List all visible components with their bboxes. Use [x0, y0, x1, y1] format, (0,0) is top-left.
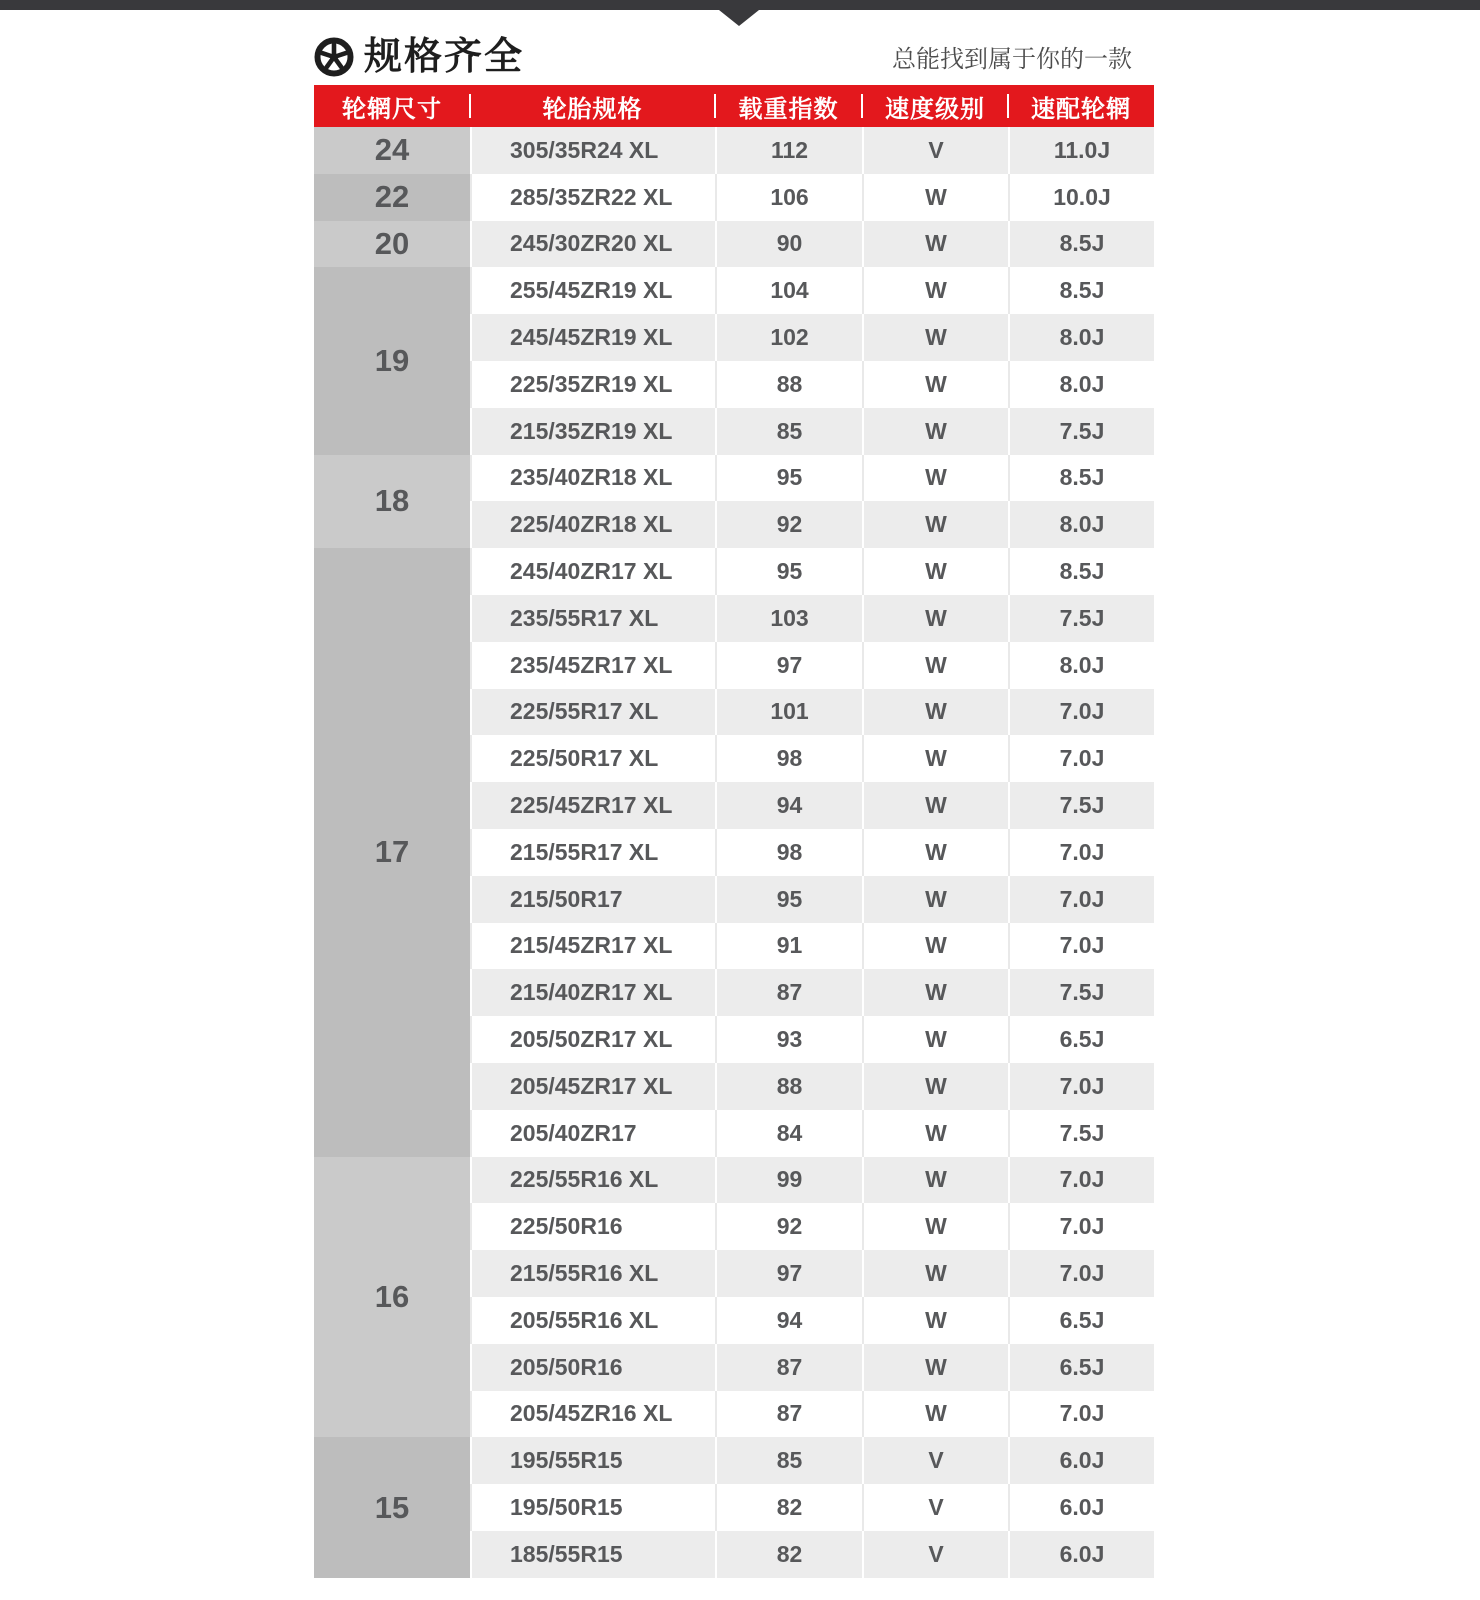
- tire-spec-table: [314, 85, 1154, 1578]
- rim-width-cell: 8.0J: [1008, 361, 1154, 408]
- tire-spec-cell: 225/40ZR18 XL: [470, 501, 715, 548]
- header-tire-spec: 轮胎规格: [470, 85, 715, 127]
- tire-spec-cell: 305/35R24 XL: [470, 127, 715, 174]
- tire-spec-cell: 205/50ZR17 XL: [470, 1016, 715, 1063]
- load-index-cell: 101: [715, 689, 862, 736]
- speed-rating-cell: V: [862, 1531, 1008, 1578]
- load-index-cell: 88: [715, 361, 862, 408]
- rim-width-cell: 8.5J: [1008, 267, 1154, 314]
- rim-width-cell: 7.0J: [1008, 829, 1154, 876]
- rim-width-cell: 6.0J: [1008, 1484, 1154, 1531]
- load-index-cell: 102: [715, 314, 862, 361]
- load-index-cell: 84: [715, 1110, 862, 1157]
- header-matched-rim: 速配轮辋: [1008, 85, 1154, 127]
- tire-spec-cell: 205/40ZR17: [470, 1110, 715, 1157]
- load-index-cell: 95: [715, 876, 862, 923]
- tire-spec-cell: 205/55R16 XL: [470, 1297, 715, 1344]
- rim-width-cell: 8.5J: [1008, 221, 1154, 268]
- rim-width-cell: 7.0J: [1008, 1250, 1154, 1297]
- tire-spec-cell: 195/55R15: [470, 1437, 715, 1484]
- load-index-cell: 82: [715, 1531, 862, 1578]
- load-index-cell: 95: [715, 548, 862, 595]
- rim-width-cell: 7.0J: [1008, 735, 1154, 782]
- header-rim-size: 轮辋尺寸: [314, 85, 470, 127]
- rim-width-cell: 6.0J: [1008, 1531, 1154, 1578]
- speed-rating-cell: W: [862, 876, 1008, 923]
- tire-spec-cell: 205/50R16: [470, 1344, 715, 1391]
- rim-width-cell: 6.0J: [1008, 1437, 1154, 1484]
- load-index-cell: 98: [715, 735, 862, 782]
- tire-spec-cell: 255/45ZR19 XL: [470, 267, 715, 314]
- rim-width-cell: 10.0J: [1008, 174, 1154, 221]
- rim-width-cell: 7.0J: [1008, 1203, 1154, 1250]
- tire-spec-cell: 225/55R16 XL: [470, 1157, 715, 1204]
- load-index-cell: 85: [715, 1437, 862, 1484]
- tire-spec-cell: 205/45ZR16 XL: [470, 1391, 715, 1438]
- load-index-cell: 91: [715, 923, 862, 970]
- tire-spec-cell: 215/35ZR19 XL: [470, 408, 715, 455]
- rim-width-cell: 8.5J: [1008, 455, 1154, 502]
- rim-width-cell: 11.0J: [1008, 127, 1154, 174]
- speed-rating-cell: W: [862, 735, 1008, 782]
- rim-width-cell: 8.0J: [1008, 314, 1154, 361]
- section-title-group: [314, 37, 524, 77]
- speed-rating-cell: W: [862, 455, 1008, 502]
- speed-rating-cell: W: [862, 548, 1008, 595]
- speed-rating-cell: W: [862, 1344, 1008, 1391]
- table-header-row: [314, 85, 1154, 127]
- speed-rating-cell: V: [862, 127, 1008, 174]
- speed-rating-cell: W: [862, 829, 1008, 876]
- speed-rating-cell: W: [862, 1110, 1008, 1157]
- tire-spec-cell: 235/45ZR17 XL: [470, 642, 715, 689]
- load-index-cell: 92: [715, 1203, 862, 1250]
- table-row: [314, 455, 1154, 502]
- tire-spec-cell: 225/50R16: [470, 1203, 715, 1250]
- rim-width-cell: 7.0J: [1008, 689, 1154, 736]
- tire-spec-cell: 245/30ZR20 XL: [470, 221, 715, 268]
- load-index-cell: 95: [715, 455, 862, 502]
- speed-rating-cell: W: [862, 501, 1008, 548]
- tire-spec-cell: 245/40ZR17 XL: [470, 548, 715, 595]
- rim-width-cell: 8.5J: [1008, 548, 1154, 595]
- speed-rating-cell: V: [862, 1437, 1008, 1484]
- load-index-cell: 103: [715, 595, 862, 642]
- tire-spec-cell: 235/40ZR18 XL: [470, 455, 715, 502]
- load-index-cell: 87: [715, 1391, 862, 1438]
- speed-rating-cell: W: [862, 1016, 1008, 1063]
- load-index-cell: 106: [715, 174, 862, 221]
- speed-rating-cell: V: [862, 1484, 1008, 1531]
- speed-rating-cell: W: [862, 1250, 1008, 1297]
- load-index-cell: 99: [715, 1157, 862, 1204]
- rim-width-cell: 8.0J: [1008, 642, 1154, 689]
- speed-rating-cell: W: [862, 314, 1008, 361]
- load-index-cell: 94: [715, 1297, 862, 1344]
- rim-width-cell: 7.0J: [1008, 1063, 1154, 1110]
- banner-arrow-notch: [719, 10, 759, 26]
- rim-size-cell: 18: [314, 455, 470, 549]
- speed-rating-cell: W: [862, 1297, 1008, 1344]
- rim-size-cell: 17: [314, 548, 470, 1156]
- table-row: [314, 127, 1154, 174]
- table-row: [314, 548, 1154, 595]
- speed-rating-cell: W: [862, 408, 1008, 455]
- speed-rating-cell: W: [862, 1203, 1008, 1250]
- speed-rating-cell: W: [862, 595, 1008, 642]
- table-row: [314, 221, 1154, 268]
- load-index-cell: 104: [715, 267, 862, 314]
- load-index-cell: 97: [715, 642, 862, 689]
- load-index-cell: 98: [715, 829, 862, 876]
- tire-spec-cell: 205/45ZR17 XL: [470, 1063, 715, 1110]
- speed-rating-cell: W: [862, 361, 1008, 408]
- spec-section: [314, 28, 1154, 1578]
- rim-size-cell: 16: [314, 1157, 470, 1438]
- speed-rating-cell: W: [862, 642, 1008, 689]
- tire-spec-cell: 215/40ZR17 XL: [470, 969, 715, 1016]
- table-row: [314, 174, 1154, 221]
- rim-width-cell: 6.5J: [1008, 1016, 1154, 1063]
- header-load-index: 载重指数: [715, 85, 862, 127]
- tire-spec-cell: 225/55R17 XL: [470, 689, 715, 736]
- rim-size-cell: 22: [314, 174, 470, 221]
- rim-width-cell: 6.5J: [1008, 1297, 1154, 1344]
- load-index-cell: 88: [715, 1063, 862, 1110]
- speed-rating-cell: W: [862, 221, 1008, 268]
- tire-spec-cell: 285/35ZR22 XL: [470, 174, 715, 221]
- rim-width-cell: 7.0J: [1008, 1157, 1154, 1204]
- rim-size-cell: 15: [314, 1437, 470, 1577]
- tire-spec-cell: 225/35ZR19 XL: [470, 361, 715, 408]
- top-banner-bar: [0, 0, 1480, 10]
- load-index-cell: 87: [715, 969, 862, 1016]
- tire-spec-cell: 215/55R16 XL: [470, 1250, 715, 1297]
- speed-rating-cell: W: [862, 174, 1008, 221]
- load-index-cell: 90: [715, 221, 862, 268]
- tire-spec-cell: 215/55R17 XL: [470, 829, 715, 876]
- speed-rating-cell: W: [862, 689, 1008, 736]
- section-title: 规格齐全: [364, 36, 525, 78]
- table-row: [314, 1437, 1154, 1484]
- rim-width-cell: 7.5J: [1008, 408, 1154, 455]
- rim-width-cell: 6.5J: [1008, 1344, 1154, 1391]
- speed-rating-cell: W: [862, 267, 1008, 314]
- table-row: [314, 267, 1154, 314]
- rim-width-cell: 7.0J: [1008, 1391, 1154, 1438]
- rim-width-cell: 8.0J: [1008, 501, 1154, 548]
- load-index-cell: 93: [715, 1016, 862, 1063]
- rim-width-cell: 7.5J: [1008, 782, 1154, 829]
- speed-rating-cell: W: [862, 923, 1008, 970]
- rim-width-cell: 7.5J: [1008, 1110, 1154, 1157]
- load-index-cell: 85: [715, 408, 862, 455]
- load-index-cell: 112: [715, 127, 862, 174]
- load-index-cell: 82: [715, 1484, 862, 1531]
- load-index-cell: 94: [715, 782, 862, 829]
- rim-width-cell: 7.5J: [1008, 595, 1154, 642]
- tire-spec-cell: 225/50R17 XL: [470, 735, 715, 782]
- rim-width-cell: 7.0J: [1008, 876, 1154, 923]
- speed-rating-cell: W: [862, 1157, 1008, 1204]
- load-index-cell: 87: [715, 1344, 862, 1391]
- load-index-cell: 97: [715, 1250, 862, 1297]
- wheel-icon: [314, 37, 354, 77]
- rim-size-cell: 24: [314, 127, 470, 174]
- tire-spec-cell: 245/45ZR19 XL: [470, 314, 715, 361]
- speed-rating-cell: W: [862, 1391, 1008, 1438]
- speed-rating-cell: W: [862, 782, 1008, 829]
- section-title-row: [314, 28, 1154, 77]
- tire-spec-cell: 215/45ZR17 XL: [470, 923, 715, 970]
- tire-spec-cell: 225/45ZR17 XL: [470, 782, 715, 829]
- tire-spec-cell: 215/50R17: [470, 876, 715, 923]
- section-subtitle: 总能找到属于你的一款: [892, 46, 1132, 73]
- rim-width-cell: 7.0J: [1008, 923, 1154, 970]
- speed-rating-cell: W: [862, 1063, 1008, 1110]
- rim-size-cell: 20: [314, 221, 470, 268]
- rim-size-cell: 19: [314, 267, 470, 454]
- load-index-cell: 92: [715, 501, 862, 548]
- tire-spec-cell: 235/55R17 XL: [470, 595, 715, 642]
- speed-rating-cell: W: [862, 969, 1008, 1016]
- tire-spec-cell: 185/55R15: [470, 1531, 715, 1578]
- header-speed-rating: 速度级别: [862, 85, 1008, 127]
- table-row: [314, 1157, 1154, 1204]
- rim-width-cell: 7.5J: [1008, 969, 1154, 1016]
- tire-spec-cell: 195/50R15: [470, 1484, 715, 1531]
